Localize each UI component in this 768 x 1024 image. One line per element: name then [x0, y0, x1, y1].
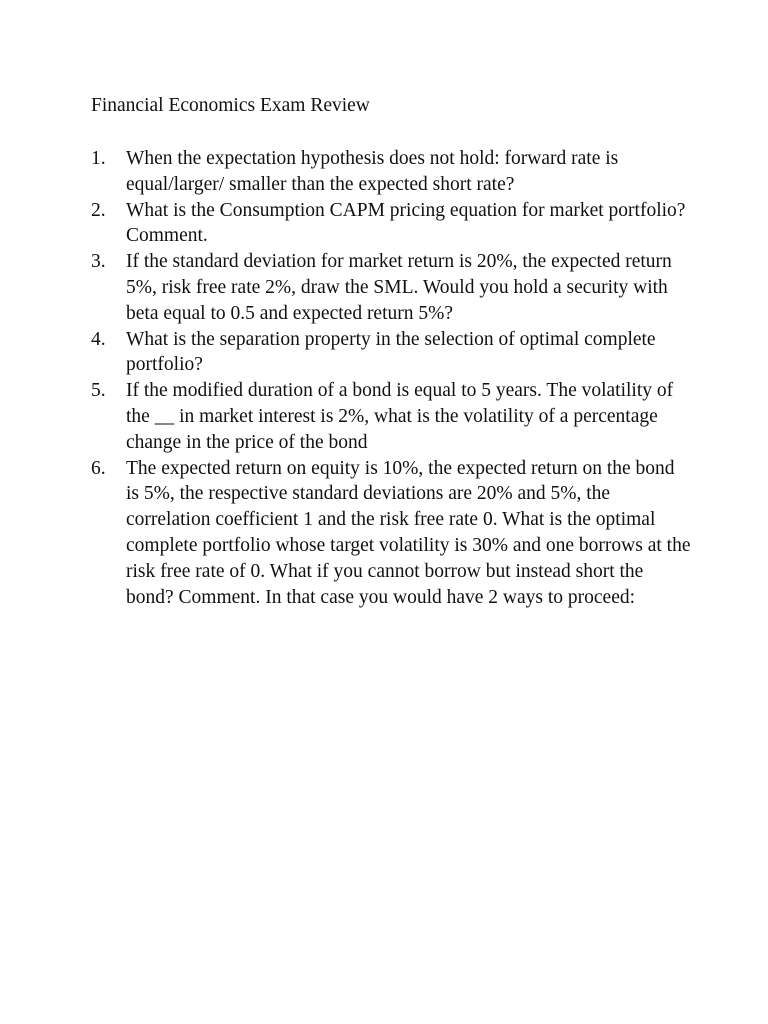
question-text: The expected return on equity is 10%, the expected return on the bond is 5%, the respective standard deviations are 20% and 5%, the correlation coefficient 1 and the risk free rate 0. What is the optimal complete portfolio whose target volatility is 30% and one borrows at the risk free rate of 0. What if you cannot borrow but instead short the bond? Comment. In that case you would have 2 ways to proceed:	[126, 457, 691, 608]
question-item	[91, 378, 691, 455]
question-text: If the standard deviation for market return is 20%, the expected return 5%, risk free rate 2%, draw the SML. Would you hold a security with beta equal to 0.5 and expected return 5%?	[126, 251, 672, 324]
question-number: 3.	[91, 251, 106, 273]
question-item	[91, 198, 691, 250]
question-number: 4.	[91, 328, 106, 350]
question-item	[91, 327, 691, 379]
document-title: Financial Economics Exam Review	[91, 95, 370, 116]
question-number: 6.	[91, 457, 106, 479]
question-item	[91, 249, 691, 326]
question-text: When the expectation hypothesis does not hold: forward rate is equal/larger/ smaller than the expected short rate?	[126, 148, 619, 195]
question-number: 5.	[91, 380, 106, 402]
question-item	[91, 456, 691, 611]
question-text: What is the Consumption CAPM pricing equation for market portfolio? Comment.	[126, 199, 686, 247]
question-list	[91, 146, 691, 610]
question-number: 1.	[91, 148, 106, 169]
question-text: What is the separation property in the selection of optimal complete portfolio?	[126, 328, 656, 376]
question-text: If the modified duration of a bond is equal to 5 years. The volatility of the __ in market interest is 2%, what is the volatility of a percentage change in the price of the bond	[126, 380, 674, 453]
question-number: 2.	[91, 199, 106, 221]
question-item	[91, 146, 691, 198]
